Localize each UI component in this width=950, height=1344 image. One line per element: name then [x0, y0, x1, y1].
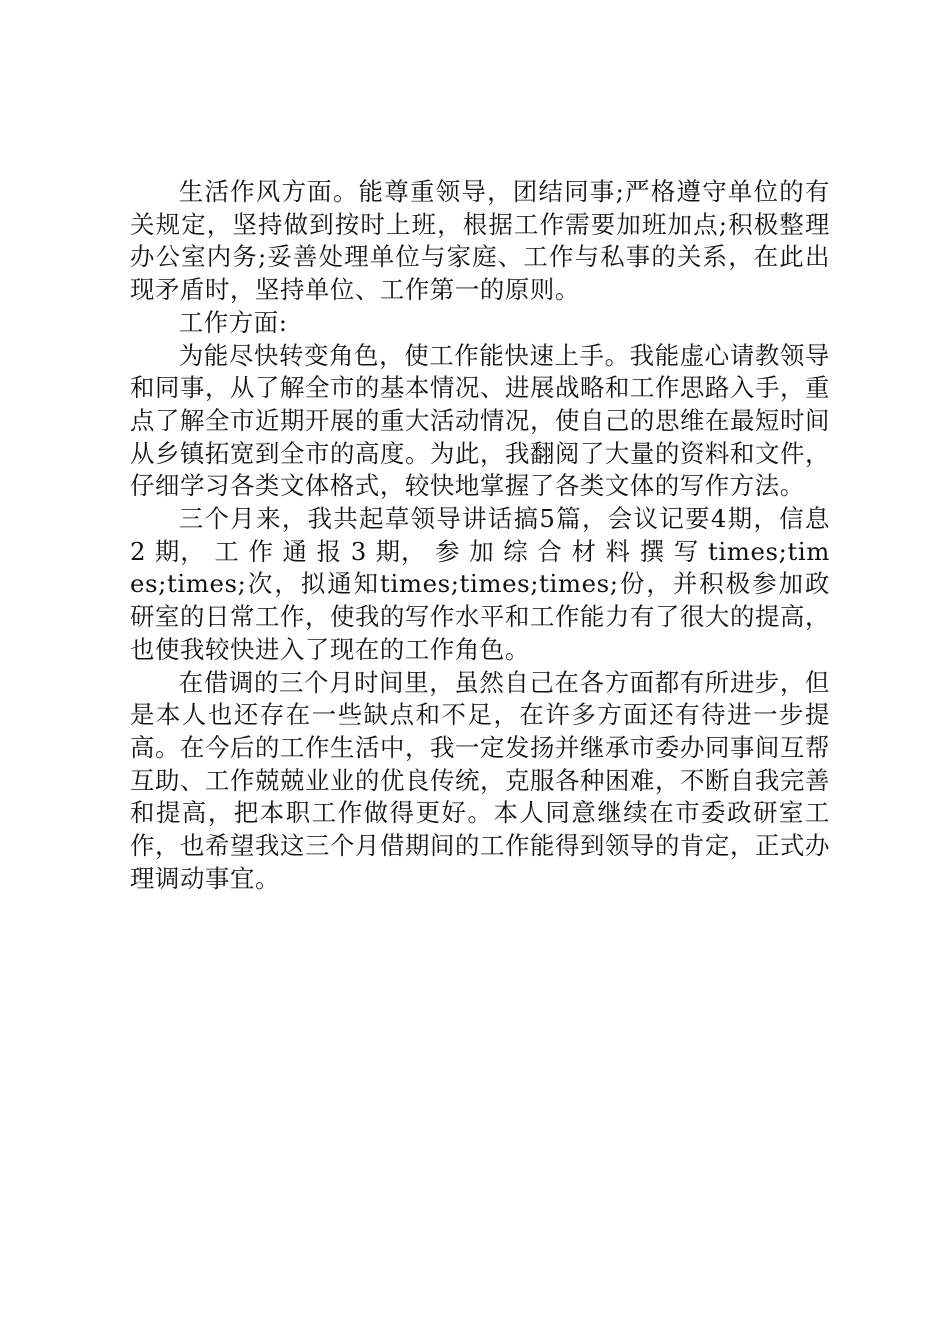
paragraph-work-heading: 工作方面: [178, 307, 288, 337]
document-body [130, 176, 830, 895]
paragraph-role-adaptation: 为能尽快转变角色，使工作能快速上手。我能虚心请教领导和同事，从了解全市的基本情况、进展战略和工作思路入手，重点了解全市近期开展的重大活动情况，使自己的思维在最短时间从乡镇拓宽到全市的高度。为此，我翻阅了大量的资料和文件，仔细学习各类文体格式，较快地掌握了各类文体的写作方法。 [130, 340, 830, 501]
paragraph-three-months-output: 三个月来，我共起草领导讲话搞5篇，会议记要4期，信息 2 期， 工 作 通 报 3 期， 参 加 综 合 材 料 撰 写 times;times;times;次，拟通知times;times;times;份，并积极参加政研室的日常工作，使我的写作水平和工作能力有了很大的提高，也使我较快进入了现在的工作角色。 [130, 504, 830, 664]
paragraph-conclusion: 在借调的三个月时间里，虽然自己在各方面都有所进步，但是本人也还存在一些缺点和不足，在许多方面还有待进一步提高。在今后的工作生活中，我一定发扬并继承市委办同事间互帮互助、工作兢兢业业的优良传统，克服各种困难，不断自我完善和提高，把本职工作做得更好。本人同意继续在市委政研室工作，也希望我这三个月借期间的工作能得到领导的肯定，正式办理调动事宜。 [130, 667, 830, 893]
paragraph-lifestyle: 生活作风方面。能尊重领导，团结同事;严格遵守单位的有关规定，坚持做到按时上班，根据工作需要加班加点;积极整理办公室内务;妥善处理单位与家庭、工作与私事的关系，在此出现矛盾时，坚持单位、工作第一的原则。 [130, 177, 830, 305]
